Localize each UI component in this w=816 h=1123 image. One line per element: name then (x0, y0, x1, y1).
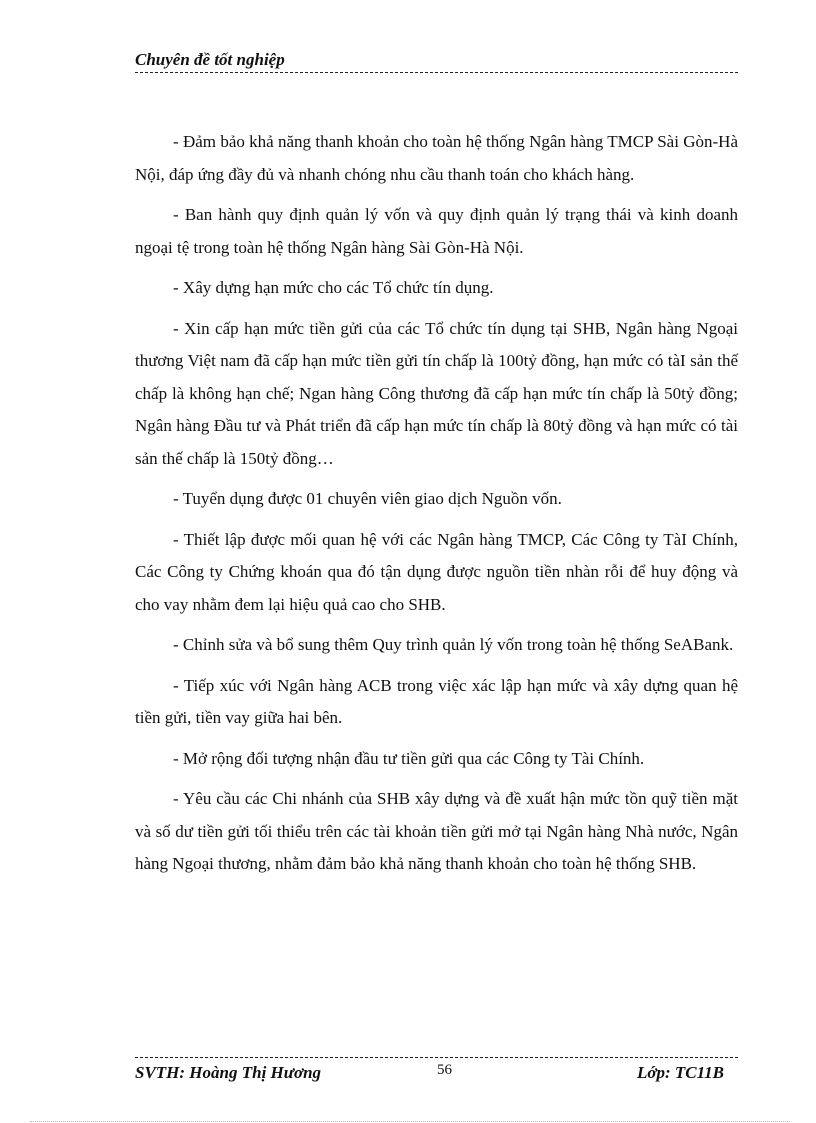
page-edge-divider (30, 1121, 790, 1122)
paragraph: - Xin cấp hạn mức tiền gửi của các Tổ chức tín dụng tại SHB, Ngân hàng Ngoại thương Việt nam đã cấp hạn mức tiền gửi tín chấp là 100tỷ đồng, hạn mức có tàI sản thế chấp là không hạn chế; Ngan hàng Công thương đã cấp hạn mức tín chấp là 50tỷ đồng; Ngân hàng Đầu tư và Phát triển đã cấp hạn mức tín chấp là 80tỷ đồng và hạn mức có tài sản thế chấp là 150tỷ đồng… (135, 318, 738, 468)
page-footer (135, 1061, 738, 1087)
page-number: 56 (437, 1062, 452, 1078)
paragraph: - Đảm bảo khả năng thanh khoản cho toàn hệ thống Ngân hàng TMCP Sài Gòn-Hà Nội, đáp ứng đầy đủ và nhanh chóng nhu cầu thanh toán cho khách hàng. (135, 132, 738, 184)
header-title: Chuyên đề tốt nghiệp (135, 50, 291, 70)
paragraph: - Tuyển dụng được 01 chuyên viên giao dịch Nguồn vốn. (173, 489, 562, 508)
footer-class-label: Lớp: TC11B (636, 1063, 724, 1082)
paragraph: - Chỉnh sửa và bổ sung thêm Quy trình quản lý vốn trong toàn hệ thống SeABank. (173, 635, 734, 654)
paragraph: - Ban hành quy định quản lý vốn và quy định quản lý trạng thái và kinh doanh ngoại tệ trong toàn hệ thống Ngân hàng Sài Gòn-Hà Nội. (135, 205, 738, 257)
document-body (135, 126, 738, 889)
footer-divider (135, 1057, 738, 1058)
footer-student-name: SVTH: Hoàng Thị Hương (135, 1063, 322, 1082)
paragraph: - Thiết lập được mối quan hệ với các Ngân hàng TMCP, Các Công ty TàI Chính, Các Công ty Chứng khoán qua đó tận dụng được nguồn tiền nhàn rỗi để huy động và cho vay nhằm đem lại hiệu quả cao cho SHB. (135, 529, 738, 614)
paragraph: - Xây dựng hạn mức cho các Tổ chức tín dụng. (173, 278, 494, 297)
page-header (135, 48, 738, 73)
paragraph: - Yêu cầu các Chi nhánh của SHB xây dựng và đề xuất hận mức tồn quỹ tiền mặt và số dư tiền gửi tối thiểu trên các tài khoản tiền gửi mở tại Ngân hàng Nhà nước, Ngân hàng Ngoại thương, nhằm đảm bảo khả năng thanh khoản cho toàn hệ thống SHB. (135, 789, 738, 873)
paragraph: - Tiếp xúc với Ngân hàng ACB trong việc xác lập hạn mức và xây dựng quan hệ tiền gửi, tiền vay giữa hai bên. (135, 675, 738, 727)
paragraph: - Mở rộng đối tượng nhận đầu tư tiền gửi qua các Công ty Tài Chính. (173, 748, 645, 768)
